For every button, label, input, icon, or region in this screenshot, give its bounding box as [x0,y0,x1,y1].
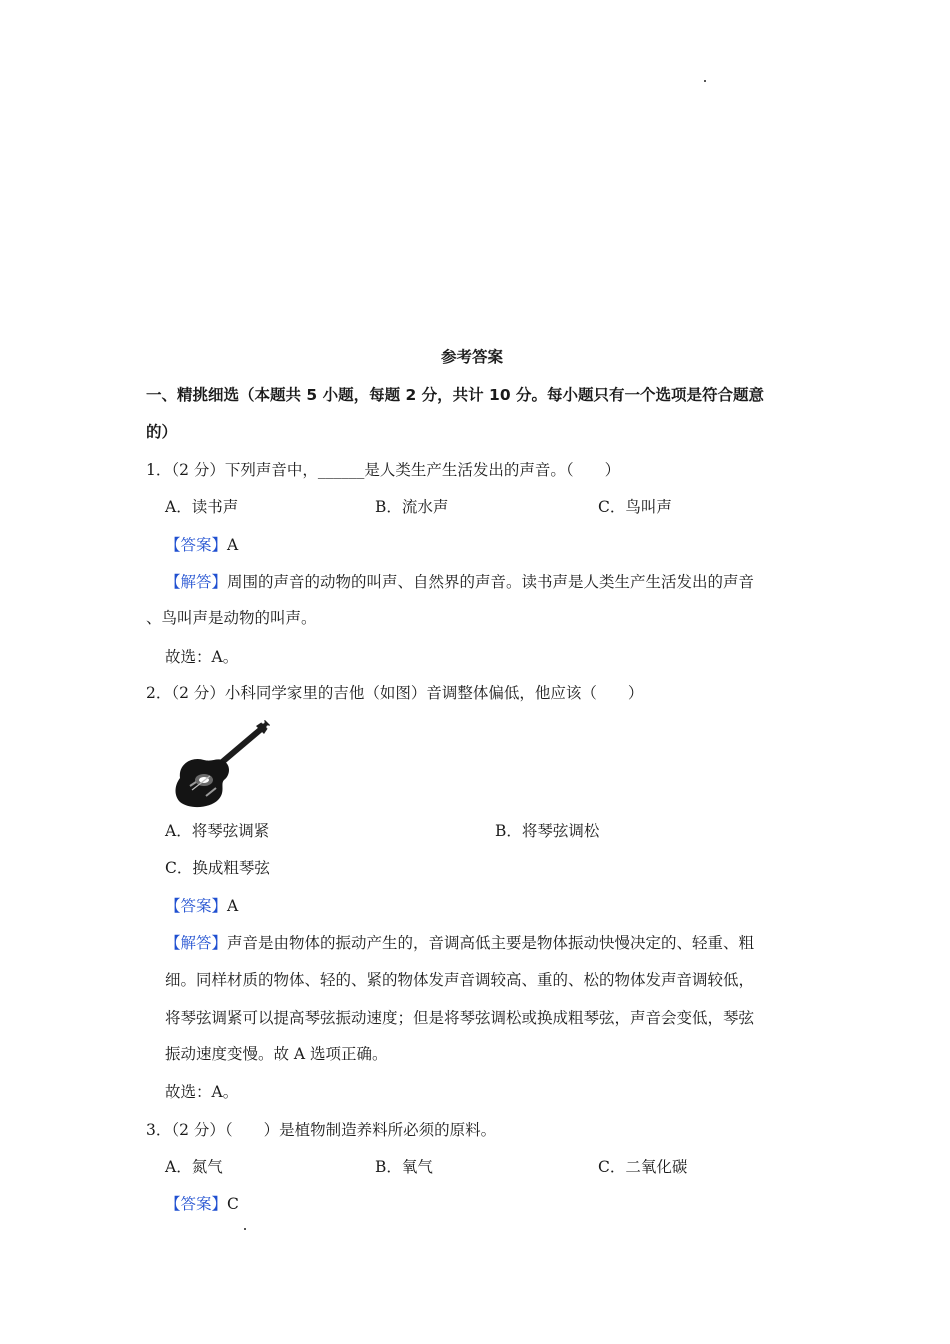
question-2-option-c: C．换成粗琴弦 [165,859,270,877]
question-2-analysis-line-3: 将琴弦调紧可以提高琴弦振动速度；但是将琴弦调松或换成粗琴弦，声音会变低，琴弦 [165,1009,755,1027]
question-1-option-a: A．读书声 [165,498,239,516]
question-2-analysis-line-4: 振动速度变慢。故 A 选项正确。 [165,1045,388,1063]
question-1-analysis-cont: 、鸟叫声是动物的叫声。 [146,609,317,627]
answer-tag: 【答案】 [165,536,228,554]
question-3-option-a: A．氮气 [165,1158,223,1176]
section-heading-cont: 的） [146,423,178,441]
question-2-option-a: A．将琴弦调紧 [165,822,270,840]
answer-tag: 【答案】 [165,1195,228,1213]
question-3-option-c: C．二氧化碳 [598,1158,688,1176]
analysis-tag: 【解答】 [165,934,228,952]
question-2-option-b: B．将琴弦调松 [495,822,600,840]
guitar-icon [166,718,272,810]
question-3-option-b: B．氧气 [375,1158,433,1176]
answer-value: C [227,1195,239,1213]
answer-value: A [227,897,239,915]
guitar-image [166,718,272,810]
page-title: 参考答案 [441,348,504,366]
question-2-choice: 故选：A。 [165,1083,239,1101]
analysis-text: 声音是由物体的振动产生的，音调高低主要是物体振动快慢决定的、轻重、粗 [227,934,755,952]
scan-dot [244,1228,246,1230]
question-3-answer [165,1193,239,1215]
answer-tag: 【答案】 [165,897,228,915]
question-1-answer [165,534,238,556]
section-heading: 一、精挑细选（本题共 5 小题，每题 2 分，共计 10 分。每小题只有一个选项是符合题意 [146,386,765,404]
question-1-stem: 1．（2 分）下列声音中，______是人类生产生活发出的声音。（ ） [146,461,621,479]
question-1-option-c: C．鸟叫声 [598,498,672,516]
question-2-analysis [165,932,754,954]
question-1-option-b: B．流水声 [375,498,449,516]
question-2-stem: 2．（2 分）小科同学家里的吉他（如图）音调整体偏低，他应该（ ） [146,684,644,702]
question-2-answer [165,895,238,917]
scan-dot [704,80,706,82]
question-1-analysis [165,571,754,593]
question-3-stem: 3．（2 分）（ ）是植物制造养料所必须的原料。 [146,1121,497,1139]
question-2-analysis-line-2: 细。同样材质的物体、轻的、紧的物体发声音调较高、重的、松的物体发声音调较低， [165,971,755,989]
answer-value: A [227,536,239,554]
analysis-tag: 【解答】 [165,573,228,591]
analysis-text: 周围的声音的动物的叫声、自然界的声音。读书声是人类生产生活发出的声音 [227,573,755,591]
question-1-choice: 故选：A。 [165,648,239,666]
